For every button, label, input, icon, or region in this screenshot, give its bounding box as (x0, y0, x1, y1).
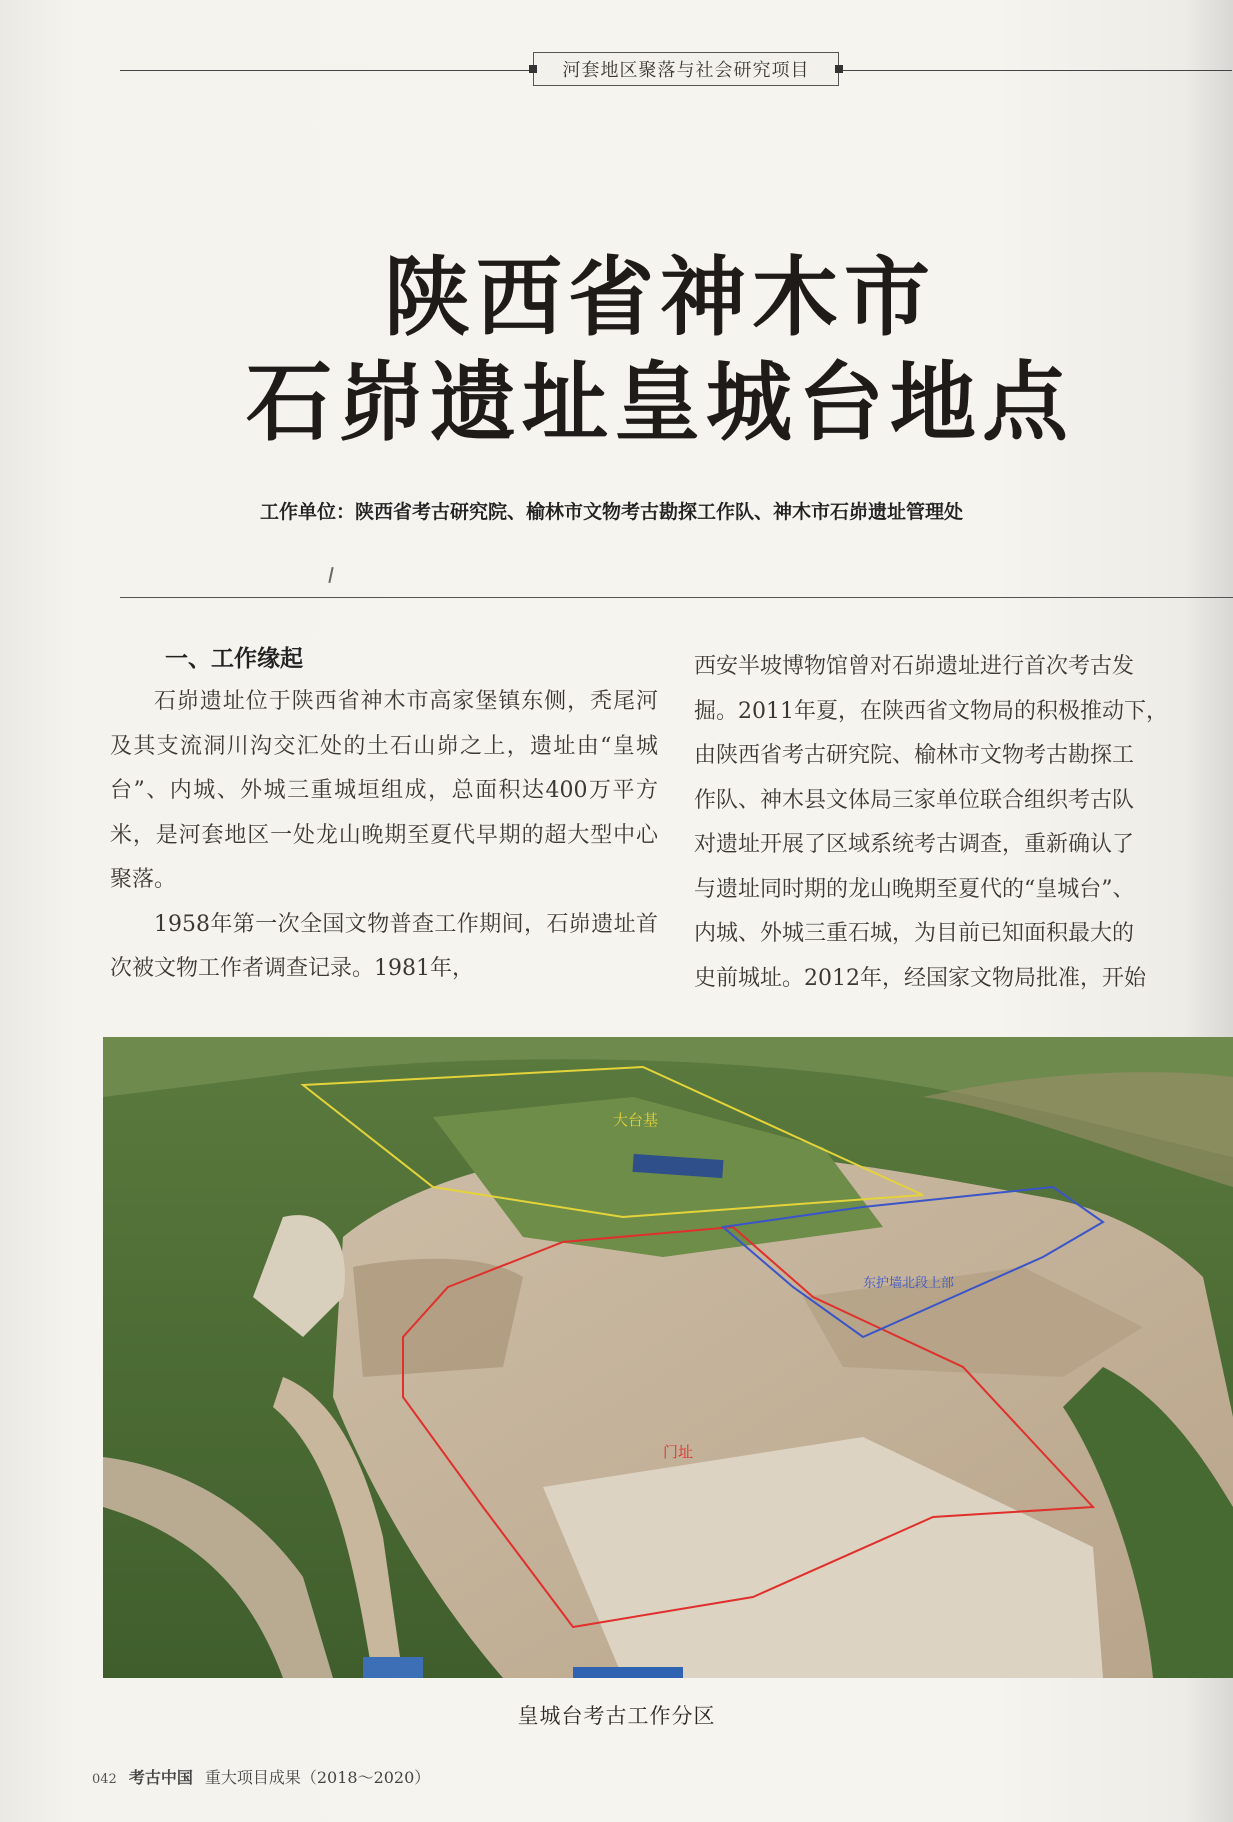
title-line-1: 陕西省神木市 (384, 248, 936, 348)
footer-brand: 考古中国 (128, 1768, 193, 1787)
aerial-site-photo (103, 1037, 1233, 1678)
project-tag: 河套地区聚落与社会研究项目 (533, 52, 839, 86)
page-number: 042 (92, 1772, 117, 1787)
label-east-wall: 东护墙北段上部 (863, 1276, 955, 1291)
label-top-platform: 大台基 (613, 1111, 659, 1129)
left-column (110, 680, 658, 992)
work-units: 工作单位：陕西省考古研究院、榆林市文物考古勘探工作队、神木市石峁遗址管理处 (260, 501, 964, 523)
right-column (694, 645, 1233, 1001)
section-divider (120, 597, 1233, 598)
text-line: 由陕西省考古研究院、榆林市文物考古勘探工 (694, 743, 1135, 768)
photo-caption: 皇城台考古工作分区 (517, 1704, 716, 1728)
page-footer (92, 1765, 430, 1788)
header-rule-right (842, 70, 1232, 71)
text-line: 内城、外城三重石城，为目前已知面积最大的 (694, 921, 1135, 946)
label-gate: 门址 (663, 1443, 694, 1461)
text-line: 掘。2011年夏，在陕西省文物局的积极推动下， (694, 698, 1168, 724)
paragraph: 石峁遗址位于陕西省神木市高家堡镇东侧，秃尾河及其支流洞川沟交汇处的土石山峁之上，遗址由“皇城台”、内城、外城三重城垣组成，总面积达400万平方米，是河套地区一处龙山晚期至夏代早期的超大型中心聚落。 (110, 689, 658, 892)
section-heading: 一、工作缘起 (165, 646, 303, 672)
text-line: 与遗址同时期的龙山晚期至夏代的“皇城台”、 (694, 876, 1135, 902)
footer-series: 重大项目成果（2018～2020） (204, 1768, 431, 1787)
text-line: 作队、神木县文体局三家单位联合组织考古队 (694, 787, 1135, 813)
text-line: 对遗址开展了区域系统考古调查，重新确认了 (694, 832, 1135, 857)
aerial-photo-illustration (103, 1037, 1233, 1678)
title-line-2: 石峁遗址皇城台地点 (246, 353, 1074, 453)
paragraph: 1958年第一次全国文物普查工作期间，石峁遗址首次被文物工作者调查记录。1981年， (110, 911, 658, 981)
text-line: 史前城址。2012年，经国家文物局批准，开始 (694, 965, 1146, 991)
text-line: 西安半坡博物馆曾对石峁遗址进行首次考古发 (694, 654, 1135, 679)
header-rule-left (120, 70, 532, 71)
